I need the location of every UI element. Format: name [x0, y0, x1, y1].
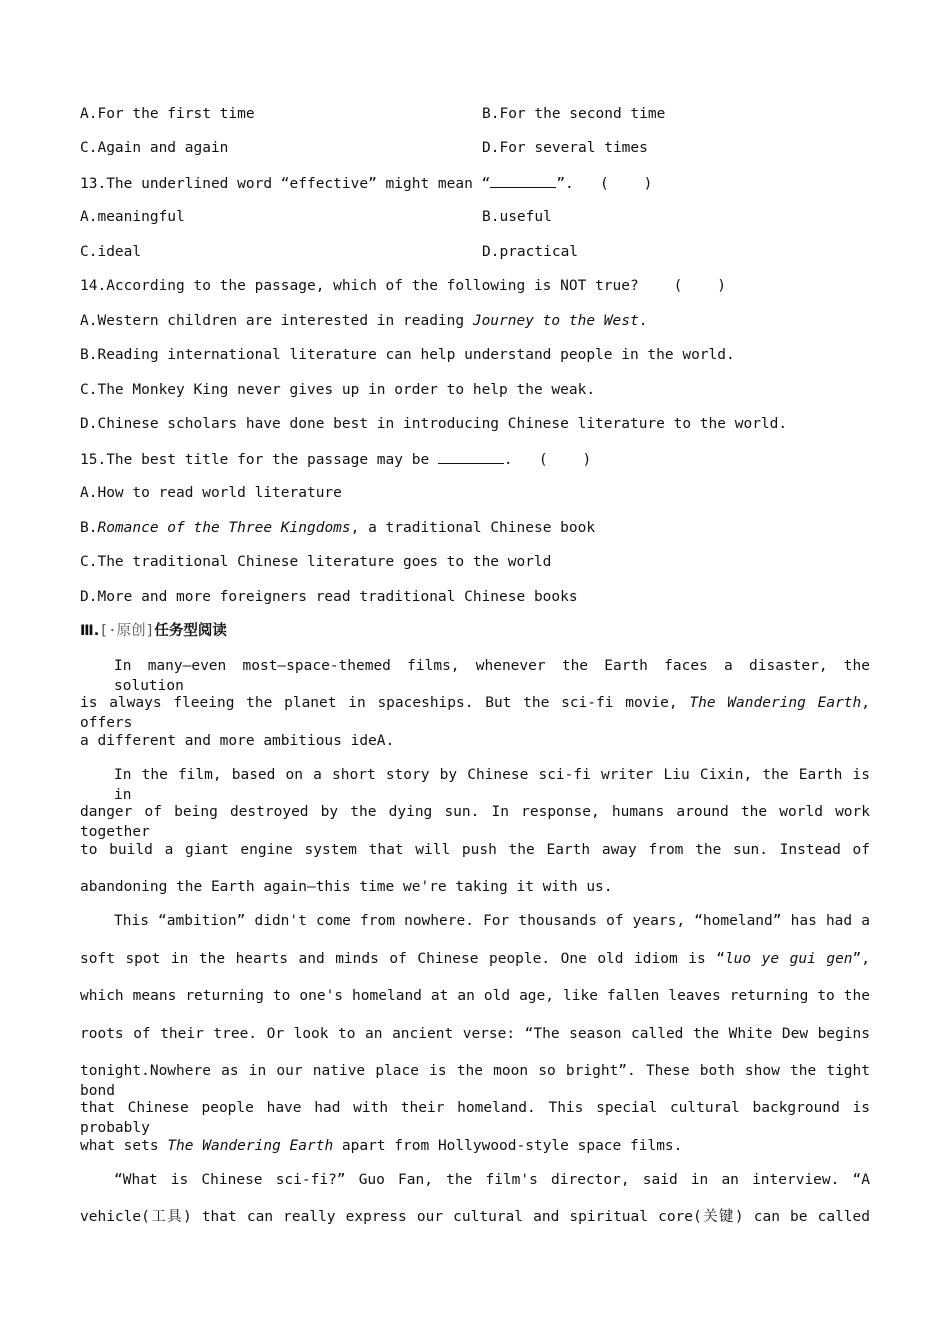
q14-option-d: D.Chinese scholars have done best in introducing Chinese literature to the world. — [80, 416, 788, 432]
q13-stem — [80, 173, 652, 194]
q14-option-c: C.The Monkey King never gives up in order to help the weak. — [80, 382, 596, 398]
q13-stem-end: ”. — [556, 176, 574, 192]
answer-parentheses: ( ) — [599, 176, 653, 192]
q13-option-a: A.meaningful — [80, 209, 185, 225]
q15-option-a: A.How to read world literature — [80, 485, 342, 501]
answer-blank — [438, 449, 504, 464]
q12-option-c: C.Again and again — [80, 140, 229, 156]
passage-line: which means returning to one's homeland at an old age, like fallen leaves returning to the — [80, 988, 870, 1004]
passage-line: “What is Chinese sci-fi?” Guo Fan, the film's director, said in an interview. “A — [114, 1172, 870, 1188]
passage-text: is always fleeing the planet in spaceships. But the sci-fi movie, — [80, 695, 690, 711]
passage-line: abandoning the Earth again—this time we're taking it with us. — [80, 879, 613, 895]
passage-line: roots of their tree. Or look to an ancient verse: “The season called the White Dew begins — [80, 1026, 870, 1042]
q15-option-d: D.More and more foreigners read traditional Chinese books — [80, 589, 578, 605]
passage-line: tonight.Nowhere as in our native place is the moon so bright”. These both show the tight bond — [80, 1063, 870, 1099]
passage-text: what sets — [80, 1138, 168, 1154]
q14-option-a — [80, 311, 647, 331]
q15-option-b-text: , a traditional Chinese book — [350, 520, 596, 536]
q14-option-a-end: . — [638, 313, 648, 329]
q14-stem-text: 14.According to the passage, which of the following is NOT true? — [80, 278, 639, 294]
q12-option-d: D.For several times — [482, 140, 648, 156]
section-number: Ⅲ. — [80, 623, 100, 639]
answer-blank — [490, 173, 556, 188]
passage-line — [80, 949, 870, 969]
passage-text: soft spot in the hearts and minds of Chinese people. One old idiom is “ — [80, 951, 725, 967]
book-title: Journey to the West — [472, 313, 639, 329]
passage-line: In the film, based on a short story by Chinese sci-fi writer Liu Cixin, the Earth is in — [114, 767, 870, 803]
idiom-text: luo ye gui gen — [724, 951, 853, 967]
passage-line: In many—even most—space-themed films, whenever the Earth faces a disaster, the solution — [114, 658, 870, 694]
q14-option-b: B.Reading international literature can help understand people in the world. — [80, 347, 735, 363]
passage-line: to build a giant engine system that will push the Earth away from the sun. Instead of — [80, 842, 870, 858]
passage-text: apart from Hollywood-style space films. — [333, 1138, 683, 1154]
q15-option-c: C.The traditional Chinese literature goes to the world — [80, 554, 552, 570]
passage-line: that Chinese people have had with their homeland. This special cultural background is probably — [80, 1100, 870, 1136]
passage-line — [80, 693, 870, 733]
q15-option-b — [80, 518, 595, 538]
passage-line: vehicle(工具) that can really express our cultural and spiritual core(关键) can be called — [80, 1209, 870, 1225]
answer-parentheses: ( ) — [538, 452, 592, 468]
q13-option-d: D.practical — [482, 244, 579, 260]
passage-line: danger of being destroyed by the dying sun. In response, humans around the world work together — [80, 804, 870, 840]
book-title: Romance of the Three Kingdoms — [97, 520, 351, 536]
film-title: The Wandering Earth — [167, 1138, 334, 1154]
q13-option-b: B.useful — [482, 209, 552, 225]
passage-line — [80, 1136, 682, 1156]
passage-line: This “ambition” didn't come from nowhere. For thousands of years, “homeland” has had a — [114, 913, 870, 929]
q14-stem — [80, 276, 726, 296]
q13-stem-text: 13.The underlined word “effective” might mean “ — [80, 176, 491, 192]
passage-line: a different and more ambitious ideA. — [80, 733, 395, 749]
section-heading — [80, 621, 227, 641]
q15-stem — [80, 449, 591, 470]
section-title: 任务型阅读 — [154, 623, 227, 639]
q12-option-a: A.For the first time — [80, 106, 255, 122]
passage-text: ”, — [852, 951, 871, 967]
q15-stem-end: . — [503, 452, 513, 468]
q15-stem-text: 15.The best title for the passage may be — [80, 452, 438, 468]
q15-option-b-letter: B. — [80, 520, 98, 536]
q13-option-c: C.ideal — [80, 244, 142, 260]
q12-option-b: B.For the second time — [482, 106, 666, 122]
q14-option-a-text: A.Western children are interested in reading — [80, 313, 473, 329]
answer-parentheses: ( ) — [673, 278, 727, 294]
section-tag: [·原创] — [99, 623, 155, 639]
film-title: The Wandering Earth — [689, 695, 862, 711]
passage-text: , offers — [80, 695, 870, 731]
